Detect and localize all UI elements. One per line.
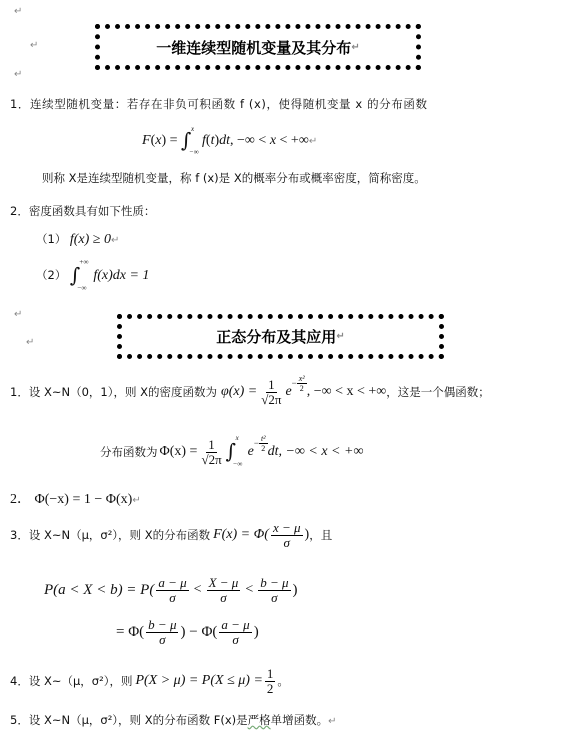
fraction: $\frac{1}{√2\pi}$: [201, 436, 222, 467]
cdf-formula: F(x) = ∫ x −∞ f(t)dt, −∞ < x < +∞↵: [142, 125, 318, 156]
paragraph-mark: ↵: [336, 331, 345, 342]
item-text: 4．设 X~（μ，σ²），则: [10, 674, 133, 688]
spellcheck-underlined-word: 严格: [247, 713, 271, 727]
exponent: − $\frac{\text{t²}}{2}$: [253, 433, 266, 453]
integral-upper-limit: x: [235, 434, 239, 442]
integral-upper-limit: +∞: [78, 258, 89, 266]
property-formula: f(x)dx = 1: [93, 268, 150, 283]
item-text: 分布函数为: [100, 445, 158, 459]
fraction: $\frac{1}{√2\pi}$: [261, 376, 282, 407]
integral-sign: ∫: [181, 128, 192, 152]
paragraph-mark: ↵: [110, 235, 120, 246]
symmetry-property: 2． Φ(−x) = 1 − Φ(x)↵: [10, 492, 141, 507]
formula-tail: dt, −∞ < x < +∞: [267, 444, 364, 459]
integral-upper-limit: x: [191, 125, 195, 133]
paragraph-mark: ↵: [30, 40, 39, 51]
properties-heading: 2．密度函数具有如下性质：: [10, 204, 156, 218]
property-1: [36, 231, 119, 248]
integral-lower-limit: −∞: [189, 148, 199, 156]
exponent: − $\frac{\text{x²}}{2}$: [291, 373, 305, 393]
interval-probability-eq: P(a < X < b) = P( $\frac{a - \mu}{\sigma}$ < $\frac{X - \mu}{\sigma}$ < $\frac{b - \mu}{\sigma}$ ): [44, 574, 298, 605]
general-normal-cdf: 3．设 X~N（μ，σ²），则 X的分布函数 F(x) = Φ( $\frac{x - \mu}{\sigma}$ ) ，且: [10, 519, 333, 550]
paragraph-mark: ↵: [14, 69, 23, 80]
property-number: （2）: [36, 268, 67, 282]
formula-range: , −∞ < x < +∞: [306, 384, 387, 399]
section-title-box: [117, 314, 444, 359]
normal-density-line: [10, 374, 490, 410]
paragraph-mark: ↵: [308, 136, 318, 147]
fraction: $\frac{x - \mu}{\sigma}$: [272, 519, 301, 550]
item-text: 3．设 X~N（μ，σ²），则 X的分布函数: [10, 528, 211, 542]
exp-base: e: [247, 444, 254, 459]
definition-conclusion: 则称 X是连续型随机变量，称 f (x)是 X的概率分布或概率密度，简称密度。: [42, 171, 426, 185]
property-2: [36, 258, 150, 292]
item-text: ，这是一个偶函数；: [386, 385, 490, 399]
monotonic-property: 5．设 X~N（μ，σ²），则 X的分布函数 F(x)是严格单增函数。↵: [10, 713, 337, 727]
interval-probability-result: = Φ( $\frac{b - \mu}{\sigma}$ ) − Φ( $\frac{a - \mu}{\sigma}$ ): [116, 616, 259, 647]
paragraph-mark: ↵: [14, 309, 23, 320]
formula-lhs: φ(x) =: [221, 384, 258, 399]
item-text: 。: [277, 674, 289, 688]
paragraph-mark: ↵: [14, 6, 23, 17]
paragraph-mark: ↵: [328, 716, 337, 727]
integral-sign: ∫: [69, 263, 81, 287]
property-number: （1）: [36, 232, 67, 246]
formula-lhs: Φ(x) =: [159, 444, 198, 459]
section-title: 正态分布及其应用: [216, 328, 337, 346]
item-text: ，且: [309, 528, 333, 542]
exp-base: e: [285, 384, 292, 399]
normal-cdf-line: [100, 434, 363, 470]
integral-lower-limit: −∞: [76, 284, 87, 292]
property-formula: f(x) ≥ 0: [69, 232, 111, 247]
paragraph-mark: ↵: [26, 337, 35, 348]
formula: P(X > μ) = P(X ≤ μ) =: [135, 673, 263, 688]
paragraph-mark: ↵: [132, 495, 141, 506]
section-title-box: [95, 24, 421, 70]
section-title: 一维连续型随机变量及其分布: [156, 38, 352, 57]
definition-text: 1．连续型随机变量：若存在非负可积函数 f (x)，使得随机变量 x 的分布函数: [10, 97, 428, 111]
integral-lower-limit: −∞: [232, 460, 243, 468]
item-text: 1．设 X~N（0，1），则 X的密度函数为: [10, 385, 218, 399]
median-property: 4．设 X~（μ，σ²），则 P(X > μ) = P(X ≤ μ) = $\frac{1}{2}$ 。: [10, 665, 289, 696]
formula-lhs: F(x) = Φ(: [213, 527, 269, 542]
integral-sign: ∫: [225, 439, 237, 463]
paragraph-mark: ↵: [351, 41, 360, 53]
